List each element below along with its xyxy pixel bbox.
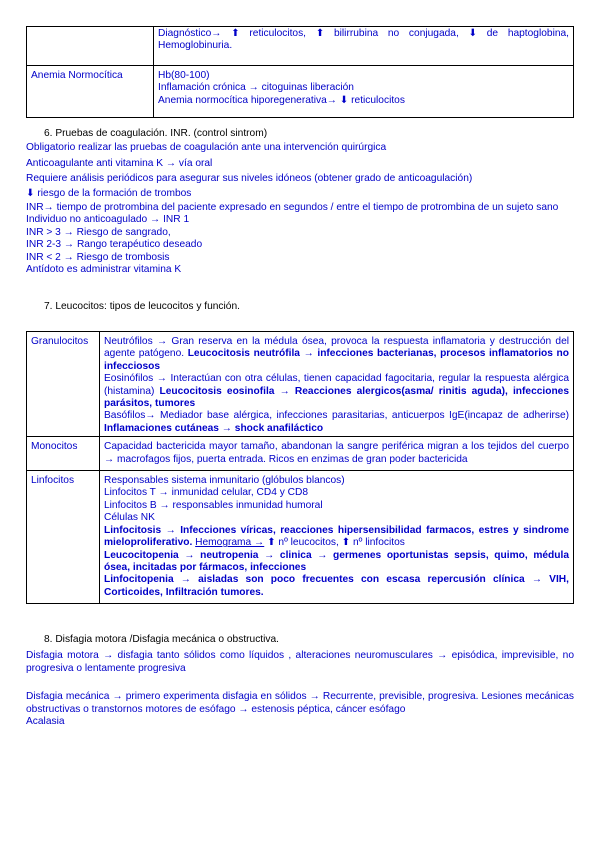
text-line: Anticoagulante anti vitamina K → vía oral xyxy=(26,157,213,169)
row-line: Hb(80-100) xyxy=(158,70,210,81)
text-line: Obligatorio realizar las pruebas de coagulación ante una intervención quirúrgica xyxy=(26,142,387,154)
lymphopenia-bold: Linfocitopenia → aisladas son poco frecuentes con escasa repercusión clínica → VIH, Corticoides, Infiltración tumores. xyxy=(104,574,569,598)
neutrophils-bold: Leucocitosis neutrófila → infecciones bacterianas, procesos inflamatorios no infecciosos xyxy=(104,348,569,372)
paragraph: Disfagia mecánica → primero experimenta disfagia en sólidos → Recurrente, previsible, progresiva. Lesiones mecánicas obstructivas o transtornos motores de esófago → estenosis péptica, cáncer esófago xyxy=(26,691,574,715)
text-line: INR 2-3 → Rango terapéutico deseado xyxy=(26,239,203,251)
text-line: Requiere análisis periódicos para asegurar sus niveles idóneos (obtener grado de anticoagulación) xyxy=(26,173,473,185)
row-content xyxy=(154,66,574,118)
neutrophils-text xyxy=(104,336,569,373)
row-category: Anemia Normocítica xyxy=(27,66,154,118)
row-content: Capacidad bactericida mayor tamaño, abandonan la sangre periférica migran a los tejidos del cuerpo → macrofagos fijos, puerta entrada. Ricos en enzimas de gran poder bactericida xyxy=(100,437,574,471)
text-line: Células NK xyxy=(104,512,155,524)
row-content xyxy=(100,332,574,437)
section-heading: 6. Pruebas de coagulación. INR. (control sintrom) xyxy=(44,128,268,139)
basophils-bold: Inflamaciones cutáneas → shock anafiláctico xyxy=(104,422,324,434)
hemograma-label: Hemograma → xyxy=(195,537,265,549)
row-content xyxy=(154,27,574,66)
text-line: Antídoto es administrar vitamina K xyxy=(26,264,182,276)
basophils-text xyxy=(104,410,569,435)
paragraph: Disfagia motora → disfagia tanto sólidos como líquidos , alteraciones neuromusculares → episódica, imprevisible, no progresiva o lentamente progresiva xyxy=(26,650,574,674)
section-coagulation xyxy=(26,128,574,276)
text-line: Individuo no anticoagulado → INR 1 xyxy=(26,214,190,226)
row-category: Linfocitos xyxy=(27,471,100,604)
text-line: Linfocitos B → responsables inmunidad humoral xyxy=(104,499,323,511)
eosinophils-text xyxy=(104,373,569,410)
row-line: Anemia normocítica hiporegenerativa→ ⬇ reticulocitos xyxy=(158,94,405,106)
paragraph: Acalasia xyxy=(26,716,65,728)
text-line: ⬇ riesgo de la formación de trombos xyxy=(26,187,192,199)
table-row xyxy=(27,27,574,66)
section-body xyxy=(26,142,574,276)
lymphopenia-text xyxy=(104,574,569,599)
lymphocytosis-bold: Linfocitosis → Infecciones víricas, reacciones hipersensibilidad farmacos, estres y sindrome mieloproliferativo. xyxy=(104,524,569,549)
section-body xyxy=(26,650,574,728)
row-category: Granulocitos xyxy=(27,332,100,437)
row-category xyxy=(27,27,154,66)
leukopenia-text xyxy=(104,550,569,575)
text-line: INR→ tiempo de protrombina del paciente expresado en segundos / entre el tiempo de protrombina de un sujeto sano xyxy=(26,202,559,214)
neutrophils-desc: Neutrófilos → Gran reserva en la médula ósea, provoca la respuesta inflamatoria y destrucción del agente patógeno. xyxy=(104,336,569,360)
section-heading: 7. Leucocitos: tipos de leucocitos y función. xyxy=(44,301,240,312)
eosinophils-desc: Eosinófilos → Interactúan con otra células, tienen capacidad fagocitaria, regular la respuesta alérgica (histamina) xyxy=(104,373,569,397)
text-line: INR < 2 → Riesgo de trombosis xyxy=(26,251,170,263)
eosinophils-bold: Leucocitosis eosinofila → Reacciones alergicos(asma/ rinitis aguda), infecciones parásitos, tumores xyxy=(104,385,570,410)
text-line: Responsables sistema inmunitario (glóbulos blancos) xyxy=(104,475,345,487)
table-row xyxy=(27,437,574,471)
section-heading: 8. Disfagia motora /Disfagia mecánica o obstructiva. xyxy=(44,634,279,645)
row-content xyxy=(100,471,574,604)
row-line: Inflamación crónica → citoguinas liberación xyxy=(158,82,354,94)
section-dysphagia xyxy=(26,634,574,728)
table-row xyxy=(27,66,574,118)
section-leukocytes xyxy=(26,301,574,313)
leukocyte-table xyxy=(26,331,574,604)
text-line: Linfocitos T → inmunidad celular, CD4 y CD8 xyxy=(104,487,309,499)
row-line: Diagnóstico→ ⬆ reticulocitos, ⬆ bilirrubina no conjugada, ⬇ de haptoglobina, Hemoglobinuria. xyxy=(158,28,569,52)
anemia-table xyxy=(26,26,574,118)
table-row xyxy=(27,332,574,437)
row-category: Monocitos xyxy=(27,437,100,471)
lymphocytosis-text xyxy=(104,525,569,550)
table-row xyxy=(27,471,574,604)
basophils-desc: Basófilos→ Mediador base alérgica, infecciones parasitarias, anticuerpos IgE(incapaz de adherirse) xyxy=(104,410,569,422)
leukopenia-bold: Leucocitopenia → neutropenia → clinica → germenes oportunistas sepsis, quimo, médula ósea, incitadas por fármacos, infecciones xyxy=(104,549,569,573)
hemograma-values: ⬆ nº leucocitos, ⬆ nº linfocitos xyxy=(264,537,405,549)
text-line: INR > 3 → Riesgo de sangrado, xyxy=(26,226,171,238)
